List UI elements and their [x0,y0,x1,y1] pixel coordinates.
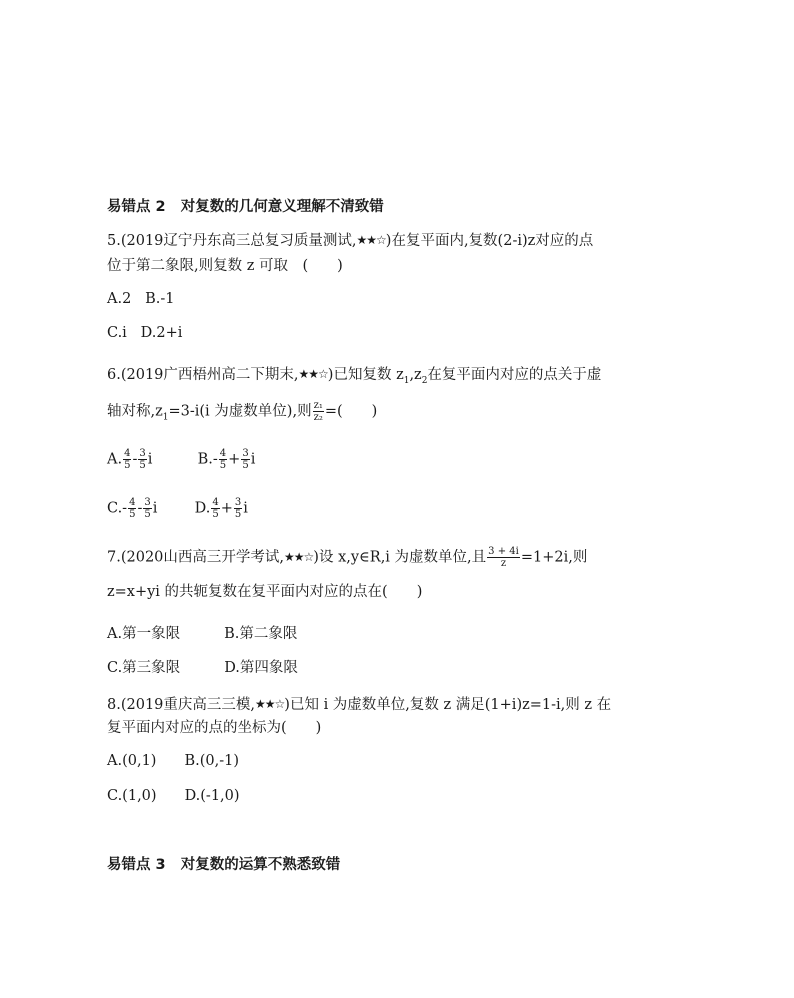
question-6-options-cd [107,497,248,520]
imaginary-unit: i [250,451,256,468]
fraction-denominator: 5 [129,509,136,520]
option-b[interactable]: B.第二象限 [224,626,298,642]
fraction-denominator: 5 [144,509,151,520]
section-label: 易错点 3 [107,857,166,873]
option-a[interactable]: A.(0,1) [107,753,157,769]
question-text: )在复平面内,复数(2-i)z对应的点 [385,233,594,249]
question-text: =3-i(i 为虚数单位),则 [168,403,312,420]
operator: - [137,500,143,517]
fraction-numerator: z₁ [313,400,323,411]
question-text: 轴对称,z [107,403,163,420]
fraction-numerator: 3 [139,448,146,459]
question-5-line-2: 位于第二象限,则复数 z 可取 ( ) [107,258,343,274]
option-d[interactable] [195,497,248,520]
question-6-line-1 [107,365,601,391]
option-b[interactable]: B.(0,-1) [184,753,240,769]
difficulty-stars-icon: ★★☆ [284,549,314,564]
question-text: ,z [409,367,422,383]
question-8-options-ab [107,751,239,771]
question-number: 5.(2019 [107,233,164,249]
option-d[interactable]: D.(-1,0) [184,788,240,804]
section-label: 易错点 2 [107,199,166,215]
subscript: 2 [421,375,428,386]
option-prefix: D. [194,500,211,517]
fraction-denominator: z₂ [313,412,323,423]
fraction-numerator: 3 [234,497,242,508]
option-prefix: B.- [197,451,218,468]
fraction [313,400,324,423]
fraction-denominator: 5 [242,460,249,471]
question-text: )设 x,y∈R,i 为虚数单位,且 [313,549,487,566]
operator: - [132,451,138,468]
difficulty-stars-icon: ★★☆ [356,233,386,247]
fraction-denominator: z [500,558,507,569]
option-b[interactable] [198,448,256,471]
fraction [138,448,146,471]
question-text: )已知 i 为虚数单位,复数 z 满足(1+i)z=1-i,则 z 在 [284,697,612,713]
option-c[interactable]: C.i [107,325,127,341]
fraction-numerator: 3 + 4i [488,546,519,557]
fraction [241,448,249,471]
fraction-numerator: 4 [212,497,219,508]
question-5-options-cd [107,323,182,343]
question-source: 广西梧州高二下期末, [163,367,299,383]
option-d[interactable]: D.2+i [140,325,183,341]
fraction-numerator: 4 [129,497,136,508]
fraction [487,546,520,569]
option-c[interactable]: C.第三象限 [107,660,181,676]
question-6-line-2 [107,400,377,427]
section-title: 对复数的几何意义理解不清致错 [180,199,384,215]
option-prefix: A. [107,451,123,468]
question-5-line-1 [107,231,593,251]
question-7-line-2: z=x+yi 的共轭复数在复平面内对应的点在( ) [107,584,423,600]
question-source: 辽宁丹东高三总复习质量测试, [163,233,357,249]
fraction-numerator: 4 [124,448,131,459]
question-number: 8.(2019 [107,697,164,713]
option-a[interactable] [107,448,152,471]
option-prefix: C.- [107,500,128,517]
section-title: 对复数的运算不熟悉致错 [180,857,341,873]
question-5-options-ab [107,289,175,309]
operator: + [228,451,241,468]
difficulty-stars-icon: ★★☆ [298,367,328,381]
question-number: 6.(2019 [107,367,164,383]
fraction-numerator: 3 [242,448,249,459]
section-heading-3 [107,855,340,875]
option-a[interactable]: A.2 [107,291,132,307]
fraction-numerator: 3 [144,497,151,508]
subscript: 1 [162,412,169,423]
fraction-denominator: 5 [234,509,242,520]
subscript: 1 [403,375,410,386]
imaginary-unit: i [147,451,153,468]
fraction [143,497,151,520]
option-c[interactable]: C.(1,0) [107,788,157,804]
operator: + [220,500,233,517]
option-b[interactable]: B.-1 [145,291,175,307]
question-number: 7.(2020 [107,549,164,566]
fraction [128,497,136,520]
fraction [234,497,242,520]
question-7-options-cd [107,658,298,678]
question-8-options-cd [107,786,240,806]
option-d[interactable]: D.第四象限 [224,660,298,676]
option-c[interactable] [107,497,157,520]
fraction-denominator: 5 [219,460,227,471]
question-source: 山西高三开学考试, [163,549,285,566]
question-text: )已知复数 z [327,367,404,383]
question-text: =( ) [324,403,378,420]
section-heading-2 [107,197,384,217]
fraction [211,497,219,520]
imaginary-unit: i [152,500,158,517]
question-7-options-ab [107,624,297,644]
option-a[interactable]: A.第一象限 [107,626,181,642]
question-text: 在复平面内对应的点关于虚 [427,367,602,383]
fraction-denominator: 5 [139,460,146,471]
fraction [219,448,227,471]
question-7-line-1 [107,546,587,569]
question-source: 重庆高三三模, [163,697,256,713]
question-8-line-1 [107,695,611,715]
difficulty-stars-icon: ★★☆ [255,697,285,711]
question-6-options-ab [107,448,255,471]
imaginary-unit: i [243,500,248,517]
question-text: =1+2i,则 [520,549,588,566]
fraction-denominator: 5 [212,509,219,520]
fraction-numerator: 4 [219,448,227,459]
question-8-line-2: 复平面内对应的点的坐标为( ) [107,720,322,736]
fraction-denominator: 5 [124,460,131,471]
fraction [123,448,131,471]
